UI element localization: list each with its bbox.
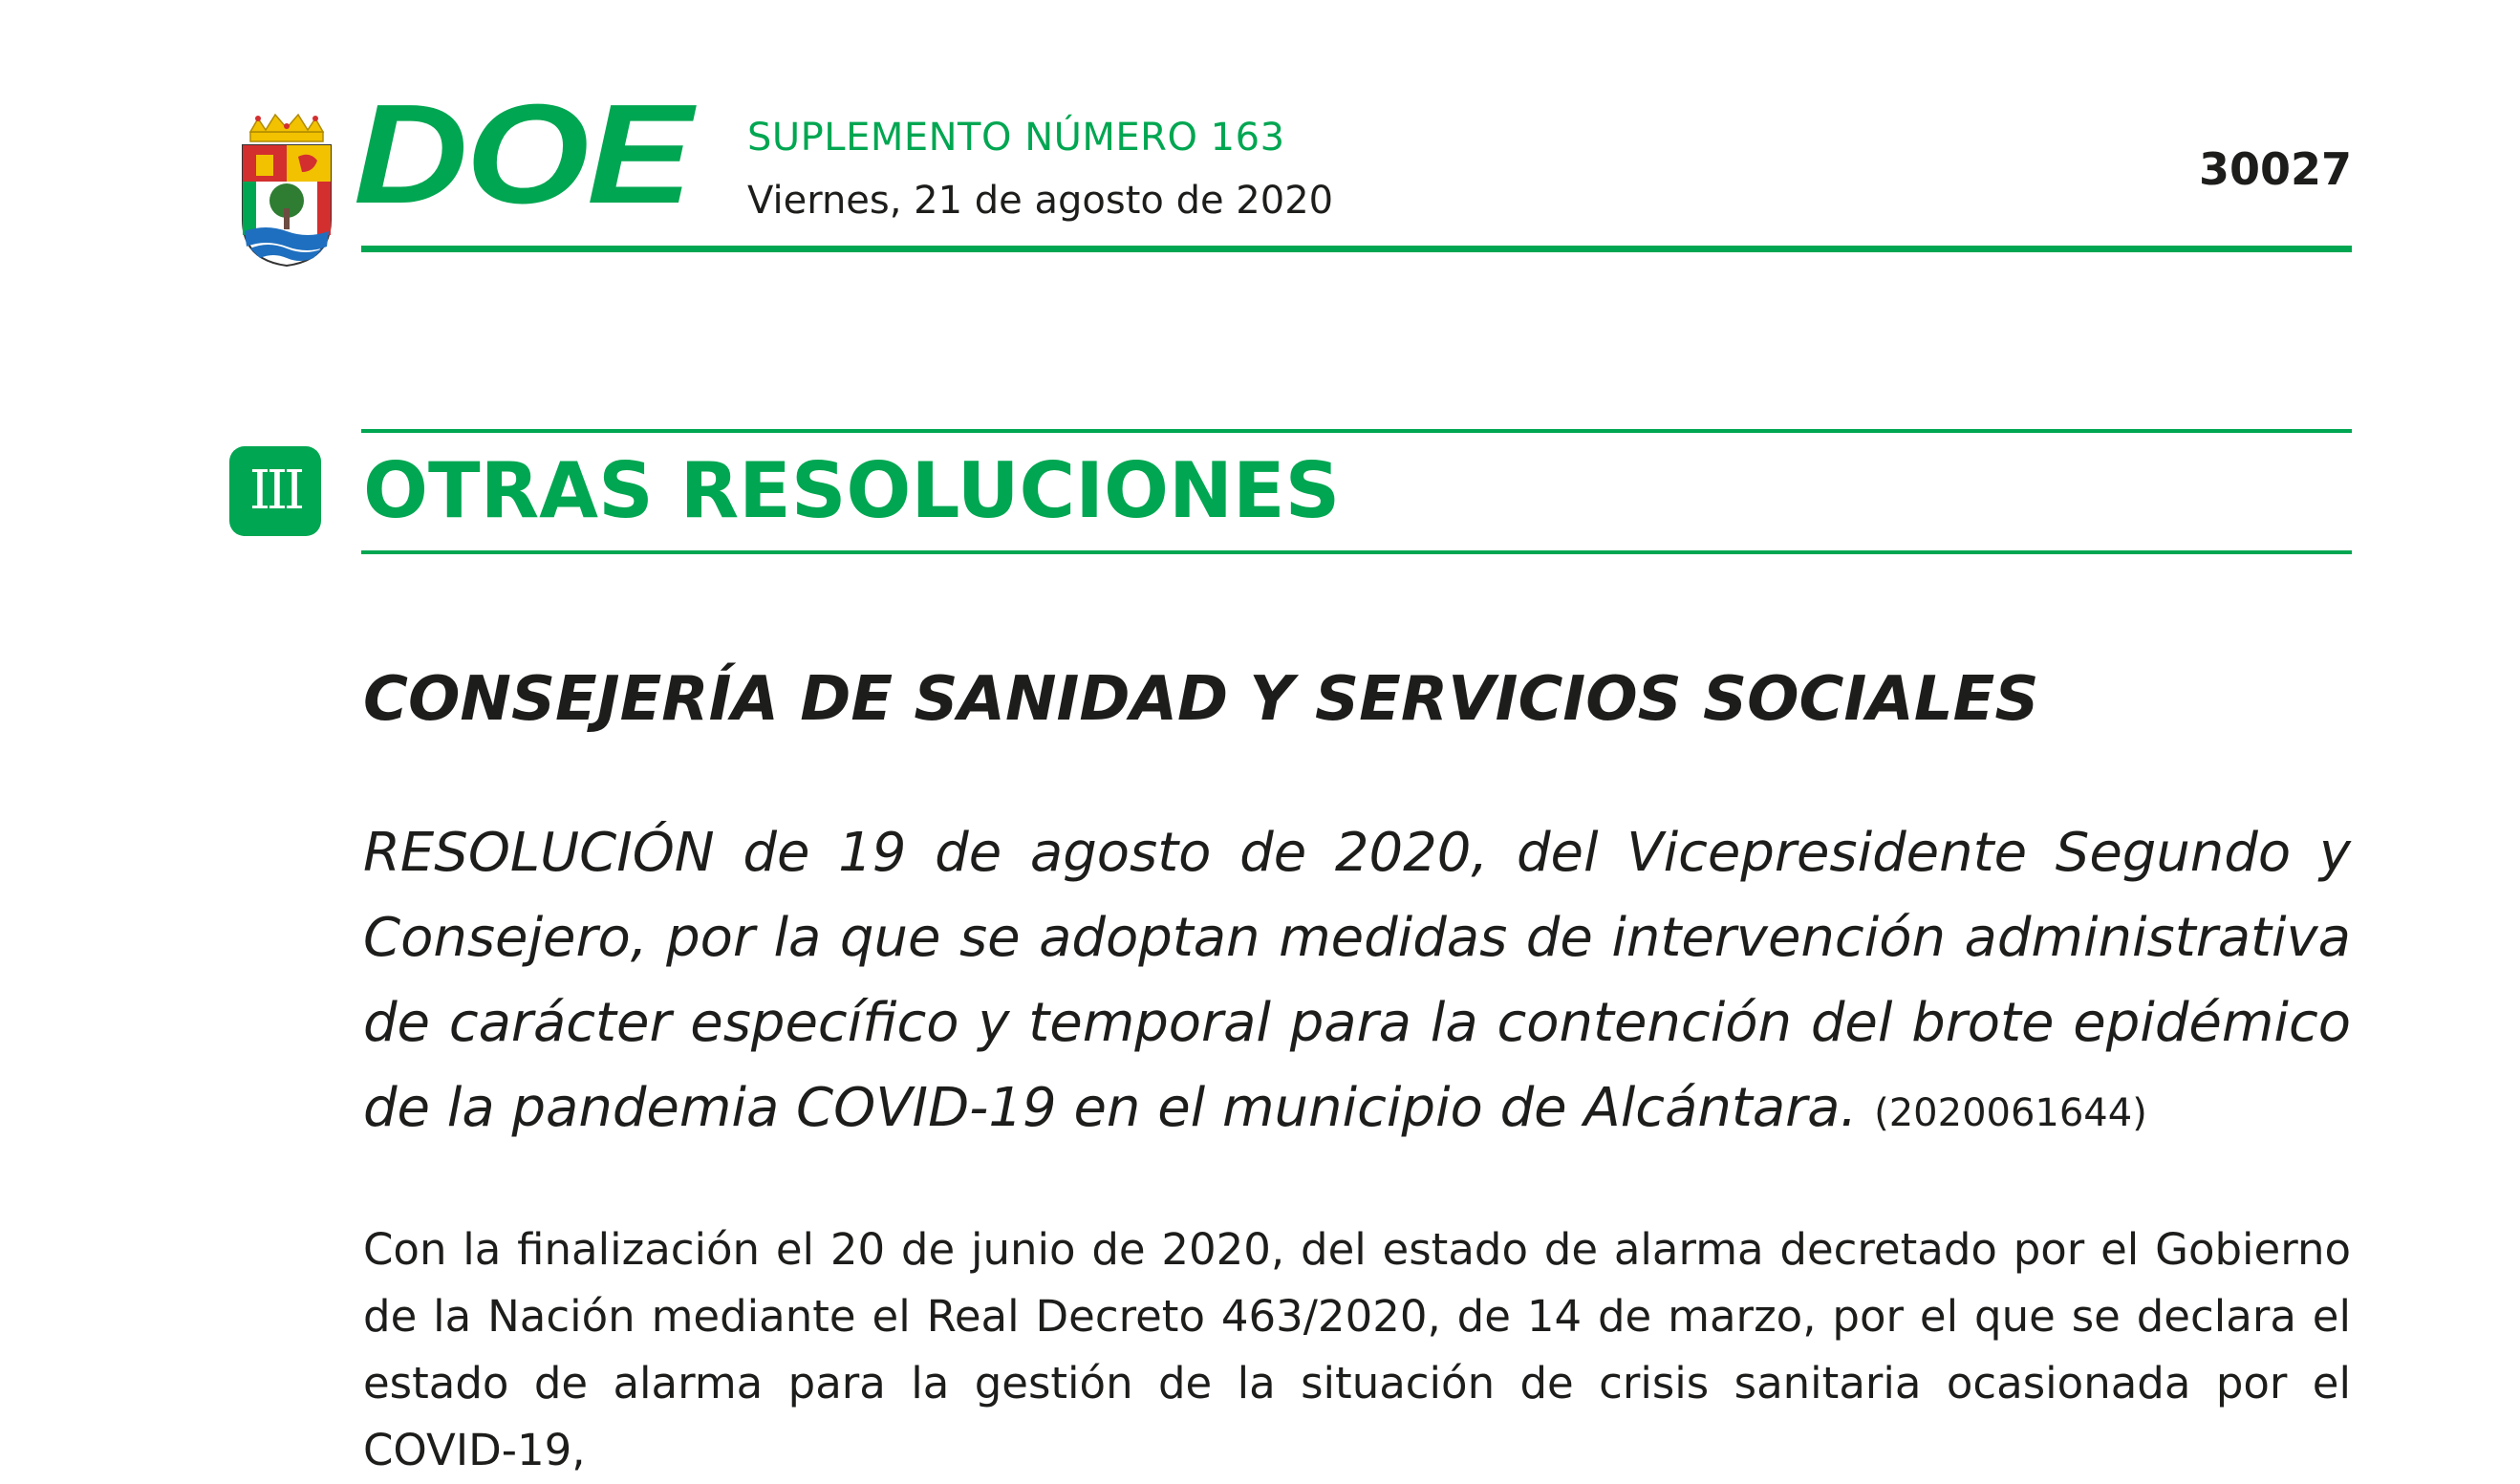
- department-heading: CONSEJERÍA DE SANIDAD Y SERVICIOS SOCIALES: [363, 664, 2039, 735]
- coat-of-arms-icon: [237, 113, 336, 268]
- supplement-number: SUPLEMENTO NÚMERO 163: [747, 116, 1285, 160]
- resolution-text: RESOLUCIÓN de 19 de agosto de 2020, del Vicepresidente Segundo y Consejero, por la que se adoptan medidas de intervención administrativa de carácter específico y temporal para la contención del brote epidémico de la pandemia COVID-19 en el municipio de Alcántara.: [363, 822, 2351, 1139]
- section-number-badge: III: [229, 446, 321, 536]
- section-bottom-divider: [361, 550, 2352, 554]
- body-paragraph: Con la finalización el 20 de junio de 2020, del estado de alarma decretado por el Gobierno de la Nación mediante el Real Decreto 463/2020, de 14 de marzo, por el que se declara el estado de alarma para la gestión de la situación de crisis sanitaria ocasionada por el COVID-19,: [363, 1224, 2351, 1475]
- section-top-divider: [361, 429, 2352, 433]
- resolution-reference: (2020061644): [1874, 1091, 2147, 1135]
- publication-date: Viernes, 21 de agosto de 2020: [747, 179, 1334, 223]
- resolution-title: [363, 810, 2351, 1156]
- section-title: OTRAS RESOLUCIONES: [363, 446, 1341, 535]
- header-divider: [361, 246, 2352, 252]
- page-number: 30027: [2198, 143, 2352, 195]
- doe-logo: DOE: [354, 75, 691, 233]
